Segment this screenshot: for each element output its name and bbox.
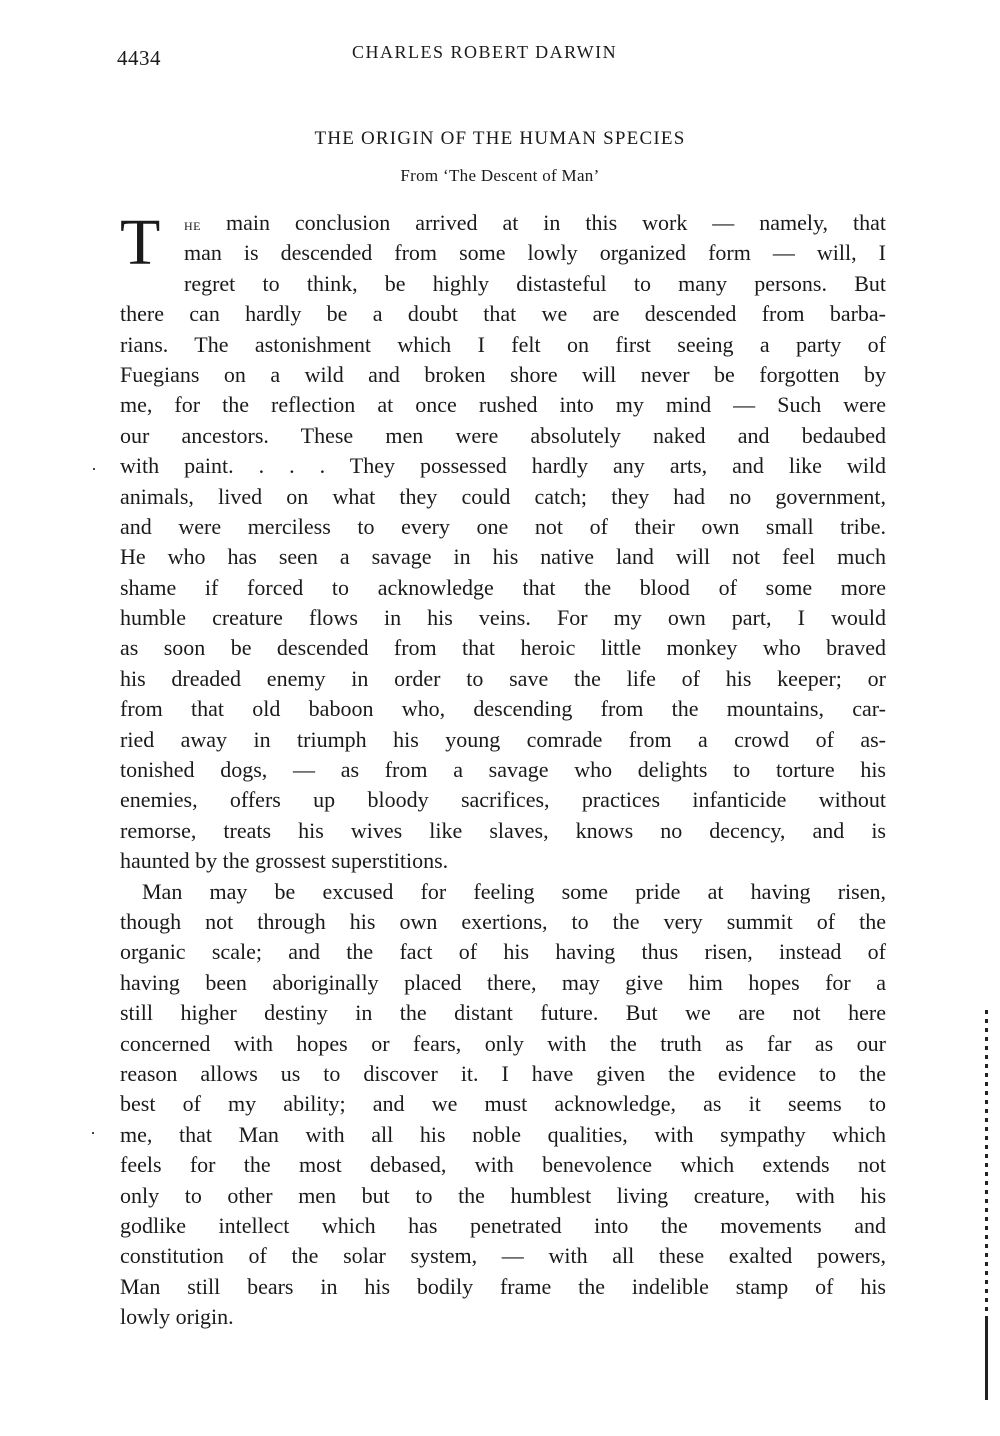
text-line: there can hardly be a doubt that we are descended from barba-	[120, 301, 886, 327]
text-line: godlike intellect which has penetrated into the movements and	[120, 1212, 886, 1238]
text-line: feels for the most debased, with benevolence which extends not	[120, 1152, 886, 1178]
paragraph-1	[120, 208, 886, 877]
text-line: Man may be excused for feeling some pride at having risen,	[142, 878, 886, 904]
text-line: as soon be descended from that heroic little monkey who braved	[120, 635, 886, 661]
smallcaps-lead: he	[184, 215, 201, 234]
body-text	[120, 208, 886, 1332]
text-line: our ancestors. These men were absolutely naked and bedaubed	[120, 422, 886, 448]
text-line: me, that Man with all his noble qualities, with sympathy which	[120, 1121, 886, 1147]
margin-mark	[92, 1132, 94, 1134]
text-line: tonished dogs, — as from a savage who delights to torture his	[120, 757, 886, 783]
text-line: though not through his own exertions, to the very summit of the	[120, 908, 886, 934]
text-line: regret to think, be highly distasteful to many persons. But	[184, 270, 886, 296]
line-text: main conclusion arrived at in this work — namely, that	[225, 210, 887, 235]
text-line: with paint. . . . They possessed hardly any arts, and like wild	[120, 453, 886, 479]
text-line: organic scale; and the fact of his having thus risen, instead of	[120, 939, 886, 965]
text-line: Man still bears in his bodily frame the indelible stamp of his	[120, 1273, 886, 1299]
text-line: reason allows us to discover it. I have given the evidence to the	[120, 1060, 886, 1086]
text-line: man is descended from some lowly organized form — will, I	[184, 240, 886, 266]
page-number: 4434	[117, 46, 161, 70]
text-line: humble creature flows in his veins. For my own part, I would	[120, 605, 886, 631]
text-line: remorse, treats his wives like slaves, knows no decency, and is	[120, 817, 886, 843]
text-line: constitution of the solar system, — with all these exalted powers,	[120, 1243, 886, 1269]
paragraph-2	[120, 877, 886, 1333]
margin-mark	[93, 468, 95, 470]
text-line: shame if forced to acknowledge that the blood of some more	[120, 574, 886, 600]
page-edge-mark	[985, 1320, 988, 1400]
section-title: THE ORIGIN OF THE HUMAN SPECIES	[314, 128, 686, 149]
text-line: Fuegians on a wild and broken shore will never be forgotten by	[120, 361, 886, 387]
drop-cap: T	[120, 206, 161, 279]
text-line	[120, 208, 886, 238]
text-line: lowly origin.	[120, 1304, 234, 1330]
text-line: He who has seen a savage in his native land will not feel much	[120, 544, 886, 570]
text-line: ried away in triumph his young comrade from a crowd of as-	[120, 726, 886, 752]
text-line: haunted by the grossest superstitions.	[120, 848, 449, 874]
text-line: his dreaded enemy in order to save the life of his keeper; or	[120, 665, 886, 691]
text-line: still higher destiny in the distant future. But we are not here	[120, 1000, 886, 1026]
text-line: concerned with hopes or fears, only with the truth as far as our	[120, 1030, 886, 1056]
text-line: rians. The astonishment which I felt on first seeing a party of	[120, 331, 886, 357]
text-line: me, for the reflection at once rushed into my mind — Such were	[120, 392, 886, 418]
text-line: only to other men but to the humblest living creature, with his	[120, 1182, 886, 1208]
text-line: best of my ability; and we must acknowledge, as it seems to	[120, 1091, 886, 1117]
section-subtitle: From ‘The Descent of Man’	[400, 166, 600, 185]
running-head: CHARLES ROBERT DARWIN	[352, 42, 618, 62]
text-line: animals, lived on what they could catch; they had no government,	[120, 483, 886, 509]
text-line: having been aboriginally placed there, may give him hopes for a	[120, 969, 886, 995]
text-line: and were merciless to every one not of their own small tribe.	[120, 513, 886, 539]
text-line: from that old baboon who, descending from the mountains, car-	[120, 696, 886, 722]
text-line: enemies, offers up bloody sacrifices, practices infanticide without	[120, 787, 886, 813]
